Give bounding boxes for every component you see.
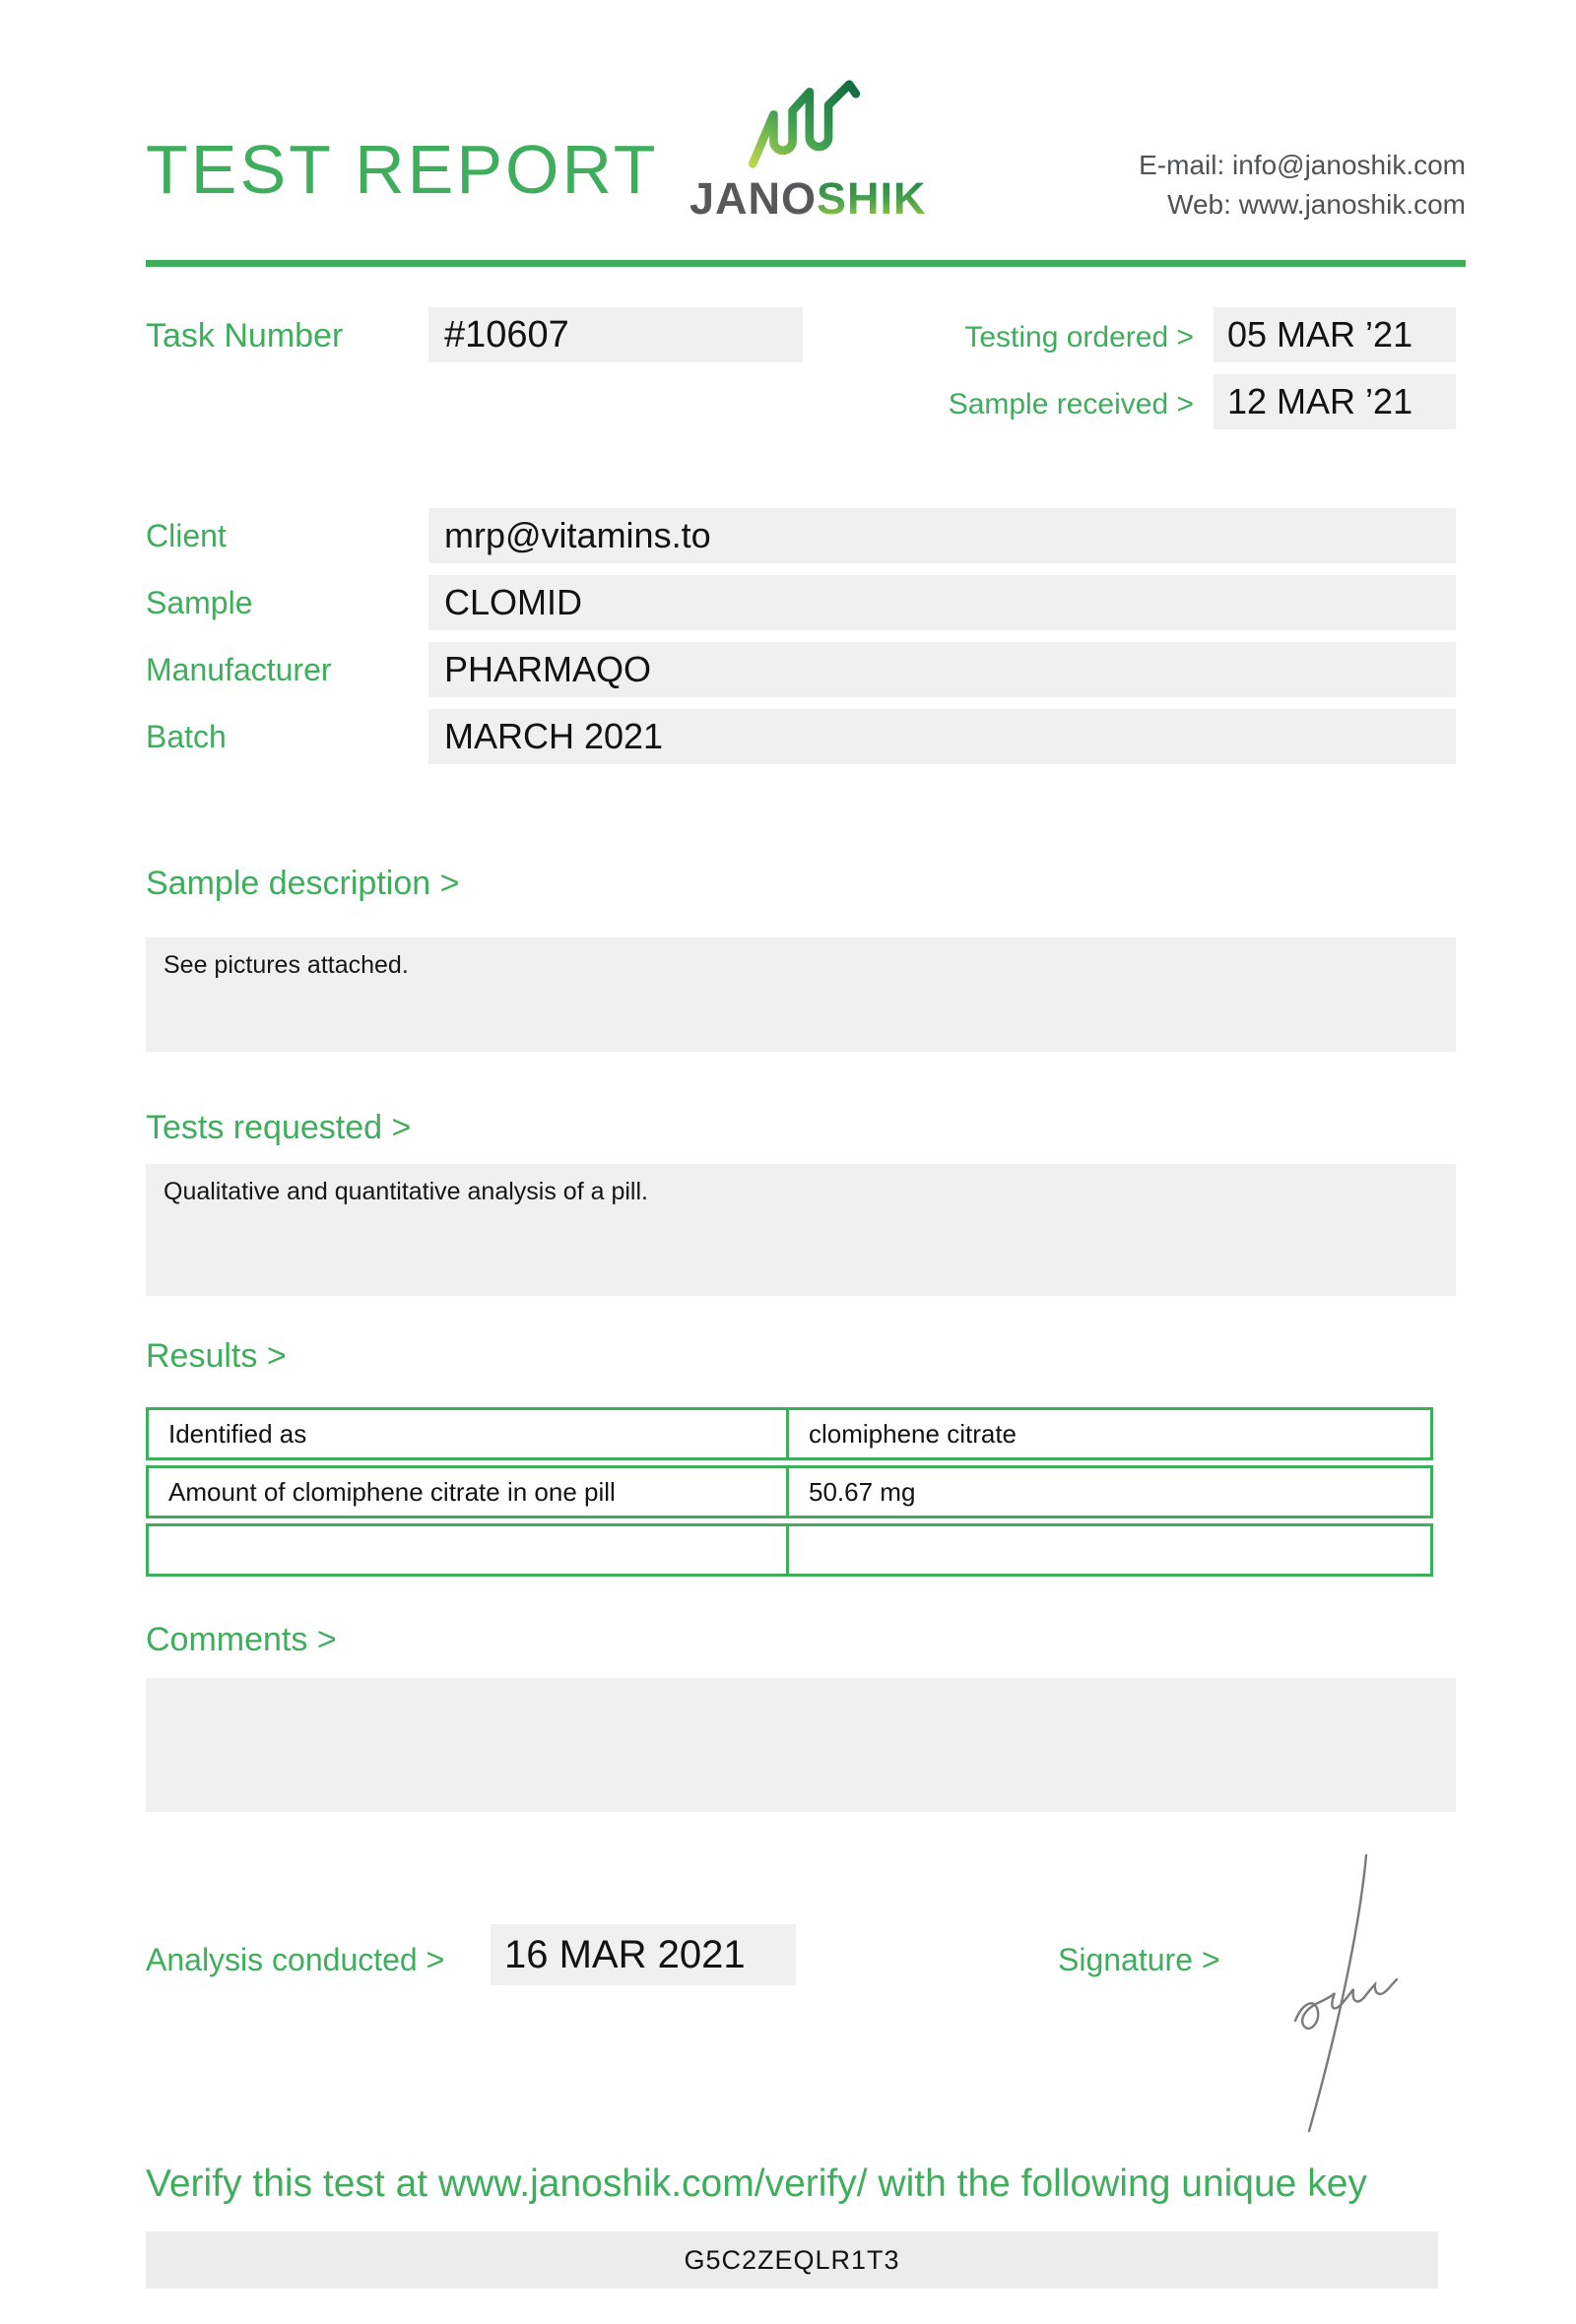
analysis-date-value: 16 MAR 2021 — [491, 1924, 796, 1985]
result-value-cell: 50.67 mg — [786, 1465, 1433, 1518]
manufacturer-value: PHARMAQO — [428, 642, 1456, 697]
result-value-cell: clomiphene citrate — [786, 1407, 1433, 1460]
unique-key-value: G5C2ZEQLR1T3 — [146, 2231, 1438, 2289]
sample-received-label: Sample received > — [948, 388, 1194, 420]
comments-box — [146, 1678, 1456, 1812]
sample-description-title: Sample description > — [146, 865, 460, 902]
task-number-label: Task Number — [146, 317, 344, 355]
logo-wordmark — [690, 173, 927, 225]
header-divider — [146, 260, 1466, 267]
table-row — [146, 1465, 1433, 1518]
sample-value: CLOMID — [428, 575, 1456, 630]
contact-email: E-mail: info@janoshik.com — [1139, 150, 1466, 180]
sample-received-value: 12 MAR ’21 — [1214, 374, 1456, 429]
result-name-cell: Amount of clomiphene citrate in one pill — [146, 1465, 786, 1518]
sample-description-box: See pictures attached. — [146, 937, 1456, 1052]
testing-ordered-value: 05 MAR ’21 — [1214, 307, 1456, 362]
logo-text-shik: SHIK — [817, 173, 927, 224]
janoshik-logo — [690, 77, 927, 225]
contact-info — [1139, 146, 1466, 225]
batch-label: Batch — [146, 719, 227, 754]
analysis-conducted-label: Analysis conducted > — [146, 1942, 445, 1977]
results-title: Results > — [146, 1337, 287, 1375]
testing-ordered-label: Testing ordered > — [964, 321, 1194, 354]
contact-web: Web: www.janoshik.com — [1167, 189, 1466, 220]
client-label: Client — [146, 518, 227, 553]
comments-title: Comments > — [146, 1621, 337, 1658]
result-name-cell — [146, 1523, 786, 1577]
growth-chart-icon — [741, 77, 871, 171]
results-table — [146, 1402, 1433, 1582]
logo-text-jano: JANO — [690, 173, 818, 224]
result-name-cell: Identified as — [146, 1407, 786, 1460]
batch-value: MARCH 2021 — [428, 709, 1456, 764]
signature-label: Signature > — [1058, 1942, 1220, 1977]
verify-instruction: Verify this test at www.janoshik.com/verify/ with the following unique key — [146, 2163, 1367, 2205]
tests-requested-box: Qualitative and quantitative analysis of a pill. — [146, 1164, 1456, 1296]
result-value-cell — [786, 1523, 1433, 1577]
table-row — [146, 1523, 1433, 1577]
signature-scribble — [1276, 1851, 1423, 2142]
tests-requested-title: Tests requested > — [146, 1109, 412, 1146]
manufacturer-label: Manufacturer — [146, 652, 332, 687]
task-number-value: #10607 — [428, 307, 803, 362]
page-title: TEST REPORT — [146, 131, 659, 208]
client-value: mrp@vitamins.to — [428, 508, 1456, 563]
sample-label: Sample — [146, 585, 253, 620]
table-row — [146, 1407, 1433, 1460]
